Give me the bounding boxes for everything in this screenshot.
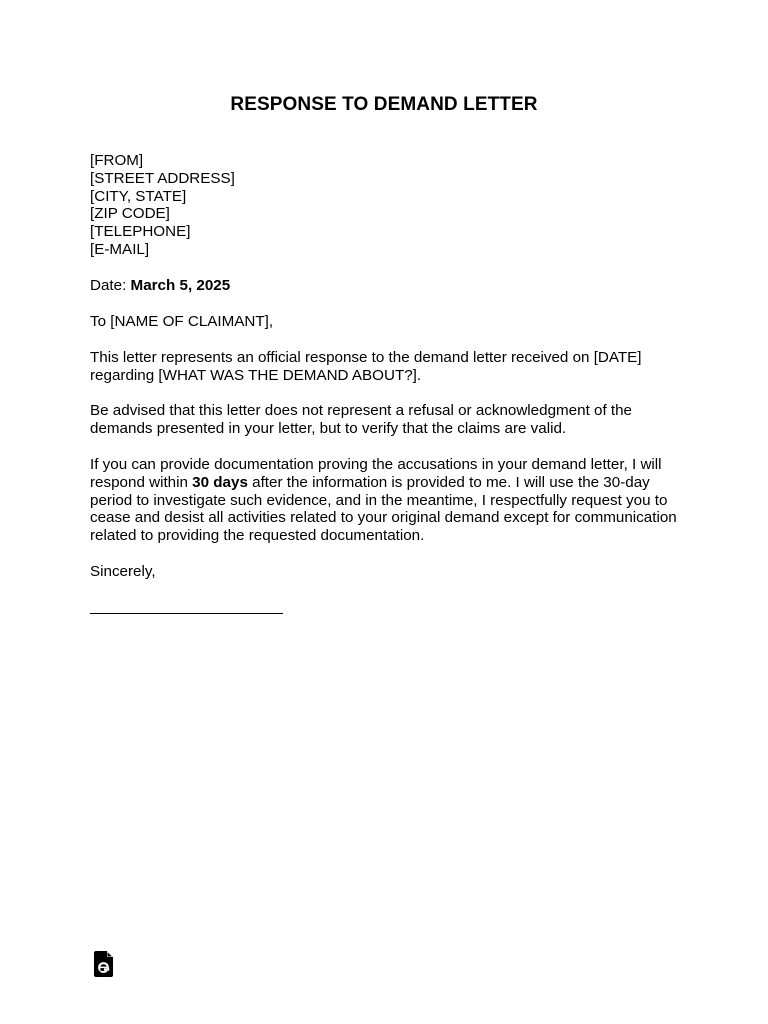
sender-telephone: [TELEPHONE] bbox=[90, 223, 191, 241]
paragraph-line: Be advised that this letter does not represent a refusal or acknowledgment of the bbox=[90, 402, 633, 419]
paragraph-official-response bbox=[90, 349, 680, 385]
eforms-document-logo-icon bbox=[94, 951, 114, 977]
response-window-prefix: respond within bbox=[90, 473, 188, 491]
paragraph-be-advised bbox=[90, 402, 680, 438]
paragraph-line: related to providing the requested documentation. bbox=[90, 527, 425, 545]
document-title: RESPONSE TO DEMAND LETTER bbox=[230, 94, 538, 115]
closing-salutation: Sincerely, bbox=[90, 563, 156, 580]
response-window-days: 30 days bbox=[192, 473, 248, 491]
paragraph-line: regarding [WHAT WAS THE DEMAND ABOUT?]. bbox=[90, 366, 422, 384]
sender-street-address: [STREET ADDRESS] bbox=[90, 169, 235, 187]
sender-address-block bbox=[90, 152, 690, 259]
sender-zip-code: [ZIP CODE] bbox=[90, 205, 170, 223]
sender-email: [E-MAIL] bbox=[90, 240, 150, 258]
paragraph-line: If you can provide documentation proving the accusations in your demand letter, I will bbox=[90, 456, 662, 473]
sender-city-state: [CITY, STATE] bbox=[90, 187, 187, 205]
paragraph-line: cease and desist all activities related to your original demand except for communication bbox=[90, 509, 677, 527]
paragraph-documentation-request bbox=[90, 456, 680, 545]
paragraph-line: This letter represents an official response to the demand letter received on [DATE] bbox=[90, 349, 642, 366]
sender-from: [FROM] bbox=[90, 152, 144, 169]
greeting: To [NAME OF CLAIMANT], bbox=[90, 313, 274, 330]
paragraph-line: period to investigate such evidence, and in the meantime, I respectfully request you to bbox=[90, 491, 668, 509]
date-line bbox=[90, 277, 690, 295]
date-value: March 5, 2025 bbox=[130, 277, 231, 294]
date-label: Date: bbox=[90, 277, 127, 294]
paragraph-line-response-window bbox=[90, 474, 680, 492]
paragraph-line: demands presented in your letter, but to verify that the claims are valid. bbox=[90, 419, 567, 437]
signature-line bbox=[90, 613, 283, 614]
response-window-suffix: after the information is provided to me. I will use the 30-day bbox=[252, 473, 650, 491]
